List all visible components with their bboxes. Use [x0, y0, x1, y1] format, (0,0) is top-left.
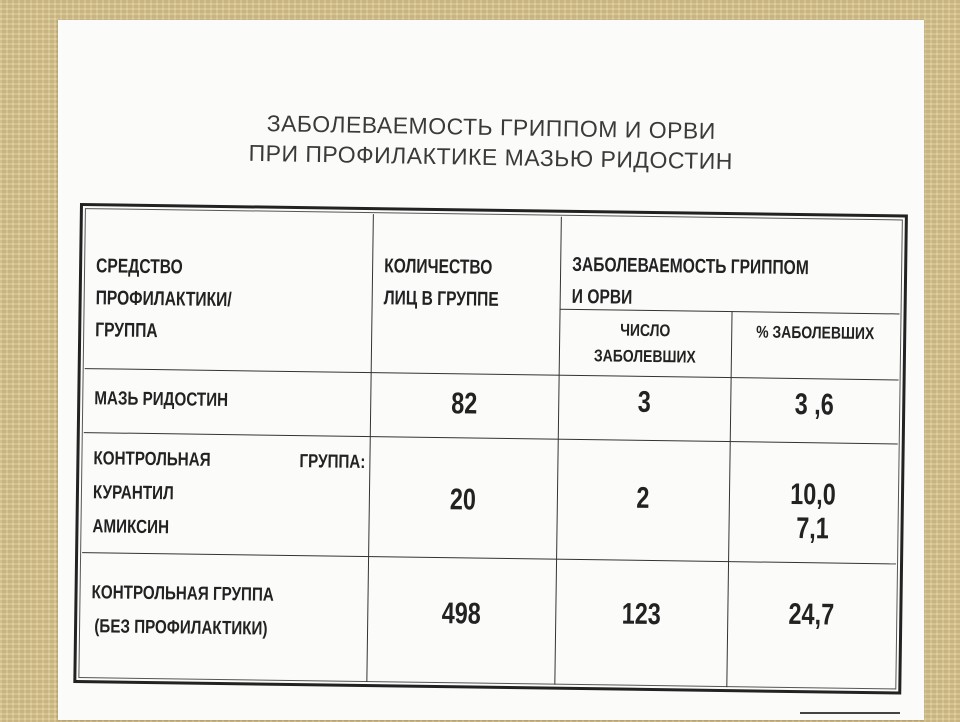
row-label-text: КОНТРОЛЬНАЯ [93, 448, 211, 471]
header-text: ЗАБОЛЕВАЕМОСТЬ ГРИППОМ [572, 253, 809, 280]
header-text: ГРУППА [95, 319, 158, 343]
header-text: СРЕДСТВО [95, 255, 183, 279]
row-label-text: КОНТРОЛЬНАЯ ГРУППА [91, 582, 274, 606]
header-text: КОЛИЧЕСТВО [383, 255, 493, 279]
row-label-line [93, 442, 365, 480]
row-1-label [94, 382, 228, 418]
header-sick-percent: % ЗАБОЛЕВШИХ [756, 322, 875, 344]
row-1-sick: 3 [637, 385, 652, 419]
page-title [58, 104, 925, 179]
row-2-count: 20 [449, 483, 477, 517]
row-1-count: 82 [450, 387, 478, 421]
header-sick-count [574, 317, 716, 371]
page-edge-mark [800, 712, 900, 722]
header-text: ПРОФИЛАКТИКИ/ [95, 287, 232, 312]
title-line-2: ПРИ ПРОФИЛАКТИКЕ МАЗЬЮ РИДОСТИН [248, 139, 734, 175]
row-3-sick: 123 [621, 597, 662, 632]
header-morbidity [572, 249, 809, 316]
row-1-percent [748, 387, 880, 423]
row-label-text: КУРАНТИЛ [92, 482, 174, 505]
header-text: ЧИСЛО [620, 320, 671, 341]
percent-text: 7,1 [796, 512, 830, 546]
row-label-text: МАЗЬ РИДОСТИН [94, 388, 229, 412]
header-text: И ОРВИ [571, 285, 633, 309]
row-2-label [92, 442, 365, 548]
morbidity-table [73, 203, 908, 695]
row-2-sick: 2 [636, 481, 650, 515]
row-3-label [91, 576, 274, 647]
header-text: ЗАБОЛЕВШИХ [593, 346, 696, 367]
title-line-1: ЗАБОЛЕВАЕМОСТЬ ГРИППОМ И ОРВИ [266, 110, 717, 144]
header-group-size [383, 250, 499, 316]
header-text: ЛИЦ В ГРУППЕ [383, 287, 499, 311]
header-prevention-group [95, 250, 232, 348]
row-3-count: 498 [441, 597, 482, 631]
percent-text: 10,0 [789, 477, 836, 512]
row-label-text: (БЕЗ ПРОФИЛАКТИКИ) [94, 616, 268, 640]
percent-text: 24,7 [788, 597, 835, 632]
row-3-percent [746, 597, 878, 633]
row-2-percent [747, 477, 879, 547]
row-label-text: АМИКСИН [92, 516, 170, 539]
percent-text: 3 ,6 [794, 388, 834, 422]
row-label-text: ГРУППА: [299, 451, 366, 474]
